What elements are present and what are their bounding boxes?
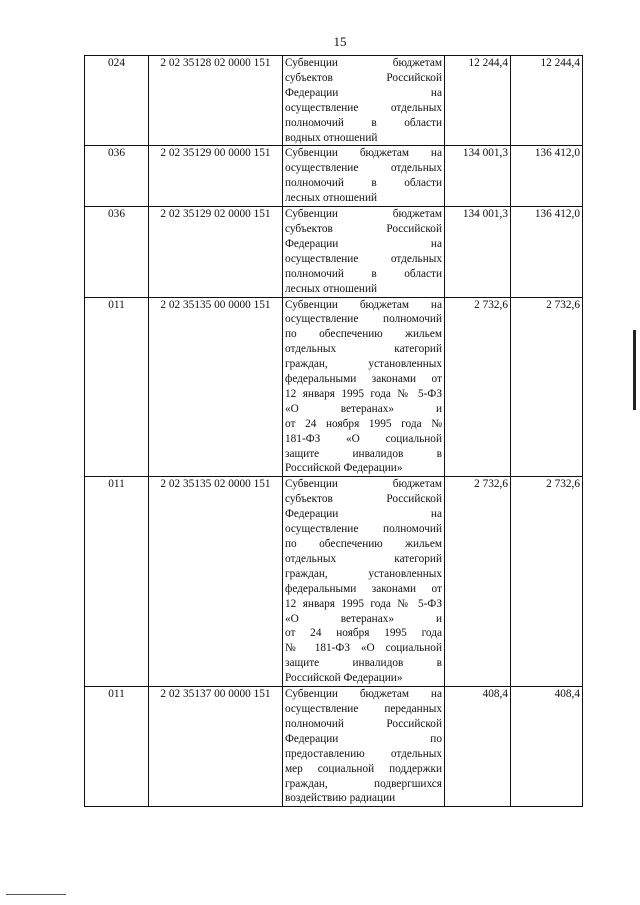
revenue-name-cell [283, 146, 445, 207]
revenue-name-line: Федерации на [285, 237, 442, 250]
amount-year-1-cell: 2 732,6 [445, 477, 511, 687]
amount-year-2-cell: 2 732,6 [511, 297, 583, 477]
amount-year-1-cell: 134 001,3 [445, 146, 511, 207]
revenue-name-cell [283, 297, 445, 477]
revenue-name-line: Российской Федерации» [285, 672, 403, 685]
revenue-name-line: субъектов Российской [285, 493, 442, 506]
revenue-name-line: защите инвалидов в [285, 657, 442, 670]
budget-classification-code-cell: 2 02 35129 02 0000 151 [149, 207, 283, 297]
budget-classification-code-cell: 2 02 35135 02 0000 151 [149, 477, 283, 687]
revenue-name-line: осуществление переданных [285, 702, 442, 715]
budget-classification-code-cell: 2 02 35129 00 0000 151 [149, 146, 283, 207]
page-number: 15 [333, 34, 347, 49]
budget-table [84, 55, 583, 807]
amount-year-1-cell: 12 244,4 [445, 56, 511, 146]
budget-classification-code-cell: 2 02 35137 00 0000 151 [149, 687, 283, 807]
revenue-name-line: «О ветеранах» и [285, 612, 442, 625]
scan-edge-mark [633, 330, 636, 410]
revenue-name-line: отдельных категорий [285, 343, 442, 356]
revenue-name-cell [283, 56, 445, 146]
admin-code-cell: 011 [85, 477, 149, 687]
amount-year-2-cell: 136 412,0 [511, 207, 583, 297]
revenue-name-line: лесных отношений [285, 282, 378, 295]
revenue-name-line: мер социальной поддержки [285, 762, 442, 775]
amount-year-2-cell: 12 244,4 [511, 56, 583, 146]
revenue-name-line: Российской Федерации» [285, 462, 403, 475]
budget-classification-code-cell: 2 02 35128 02 0000 151 [149, 56, 283, 146]
revenue-name-line: Субвенции бюджетам [285, 57, 442, 69]
table-row [85, 477, 583, 687]
revenue-name-line: осуществление полномочий [285, 313, 442, 326]
amount-year-2-cell: 136 412,0 [511, 146, 583, 207]
budget-classification-code-cell: 2 02 35135 00 0000 151 [149, 297, 283, 477]
revenue-name-cell [283, 477, 445, 687]
revenue-name-line: федеральными законами от [285, 582, 442, 595]
revenue-name-line: полномочий в области [285, 116, 442, 129]
revenue-name-line: полномочий Российской [285, 717, 442, 730]
revenue-name-line: от 24 ноября 1995 года [285, 627, 442, 640]
amount-year-2-cell: 408,4 [511, 687, 583, 807]
amount-year-1-cell: 2 732,6 [445, 297, 511, 477]
revenue-name-line: граждан, установленных [285, 567, 442, 580]
revenue-name-line: водных отношений [285, 131, 378, 144]
revenue-name-line: от 24 ноября 1995 года № [285, 417, 442, 430]
revenue-name-line: федеральными законами от [285, 373, 442, 386]
revenue-name-line: предоставлению отдельных [285, 747, 442, 760]
revenue-name-line: защите инвалидов в [285, 447, 442, 460]
revenue-name-line: осуществление отдельных [285, 101, 442, 114]
admin-code-cell: 036 [85, 146, 149, 207]
revenue-name-line: граждан, установленных [285, 358, 442, 371]
admin-code-cell: 036 [85, 207, 149, 297]
revenue-name-line: отдельных категорий [285, 552, 442, 565]
table-row [85, 297, 583, 477]
revenue-name-line: Субвенции бюджетам на [285, 147, 442, 160]
amount-year-1-cell: 408,4 [445, 687, 511, 807]
revenue-name-cell [283, 207, 445, 297]
revenue-name-line: «О ветеранах» и [285, 402, 442, 415]
revenue-name-line: Федерации по [285, 732, 442, 745]
revenue-name-cell [283, 687, 445, 807]
revenue-name-line: Субвенции бюджетам на [285, 688, 442, 701]
table-row [85, 146, 583, 207]
revenue-name-line: осуществление отдельных [285, 162, 442, 175]
revenue-name-line: субъектов Российской [285, 222, 442, 235]
revenue-name-line: полномочий в области [285, 267, 442, 280]
revenue-name-line: № 181-ФЗ «О социальной [285, 642, 442, 655]
table-row [85, 207, 583, 297]
table-row [85, 687, 583, 807]
revenue-name-line: полномочий в области [285, 177, 442, 190]
admin-code-cell: 024 [85, 56, 149, 146]
revenue-name-line: 12 января 1995 года № 5-ФЗ [285, 387, 442, 400]
revenue-name-line: лесных отношений [285, 192, 378, 205]
amount-year-2-cell: 2 732,6 [511, 477, 583, 687]
table-row [85, 56, 583, 146]
revenue-name-line: Субвенции бюджетам [285, 478, 442, 491]
scan-footer-line [6, 894, 66, 895]
revenue-name-line: осуществление отдельных [285, 252, 442, 265]
revenue-name-line: по обеспечению жильем [285, 328, 442, 341]
admin-code-cell: 011 [85, 687, 149, 807]
revenue-name-line: Субвенции бюджетам на [285, 298, 442, 311]
revenue-name-line: 12 января 1995 года № 5-ФЗ [285, 597, 442, 610]
revenue-name-line: 181-ФЗ «О социальной [285, 432, 442, 445]
revenue-name-line: осуществление полномочий [285, 523, 442, 536]
amount-year-1-cell: 134 001,3 [445, 207, 511, 297]
revenue-name-line: Субвенции бюджетам [285, 208, 442, 221]
revenue-name-line: по обеспечению жильем [285, 538, 442, 550]
revenue-name-line: Федерации на [285, 86, 442, 99]
revenue-name-line: субъектов Российской [285, 71, 442, 84]
revenue-name-line: воздействию радиации [285, 792, 396, 805]
revenue-name-line: граждан, подвергшихся [285, 777, 442, 790]
admin-code-cell: 011 [85, 297, 149, 477]
table-body [85, 56, 583, 807]
revenue-name-line: Федерации на [285, 508, 442, 521]
